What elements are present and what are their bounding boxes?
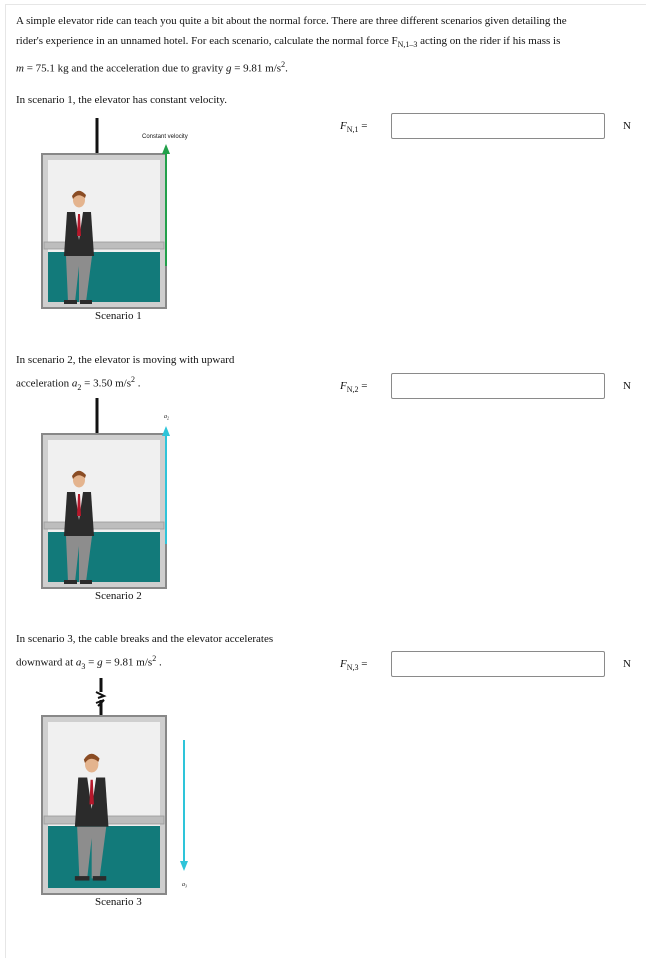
scenario-3-elevator-figure [40, 676, 210, 900]
scenario-3-caption: Scenario 3 [95, 896, 142, 908]
normal-force-1-unit: N [623, 120, 631, 132]
scenario-1-caption: Scenario 1 [95, 310, 142, 322]
velocity-arrow-label: Constant velocity [142, 134, 188, 140]
scenario-2-elevator-figure [40, 396, 210, 592]
scenario-1-elevator-figure [40, 116, 210, 312]
normal-force-2-unit: N [623, 380, 631, 392]
handrail [44, 522, 164, 529]
handrail [44, 242, 164, 249]
normal-force-3-label: $F_{N,3}$ = [340, 658, 368, 673]
problem-statement [16, 11, 626, 79]
intro-line-2: rider's experience in an unnamed hotel. For each scenario, calculate the normal force $F_{N,1-3}$ acting on the rider if his mass is [16, 35, 561, 50]
elevator-floor [48, 532, 160, 582]
normal-force-2-input[interactable] [391, 373, 605, 399]
acceleration-arrowhead [180, 861, 188, 871]
velocity-arrowhead [162, 144, 170, 154]
elevator-back-wall [48, 440, 160, 532]
acceleration-arrow-label: $a_3$ [182, 882, 187, 889]
elevator-back-wall [48, 160, 160, 252]
acceleration-arrow-label: $a_2$ [164, 414, 169, 421]
scenario-3-text: In scenario 3, the cable breaks and the elevator accelerates downward at $a_3 = g = 9.81$ $m/s^2$ . [16, 633, 274, 671]
normal-force-3-unit: N [623, 658, 631, 670]
normal-force-2-label: $F_{N,2}$ = [340, 380, 368, 395]
intro-line-3: m = 75.1 kg and the acceleration due to gravity g = 9.81 $m/s^2$. [16, 60, 288, 75]
normal-force-3-input[interactable] [391, 651, 605, 677]
intro-line-1: A simple elevator ride can teach you quite a bit about the normal force. There are three different scenarios given detailing the [16, 15, 567, 27]
acceleration-arrowhead [162, 426, 170, 436]
normal-force-1-input[interactable] [391, 113, 605, 139]
broken-cable [96, 678, 104, 716]
normal-force-1-label: $F_{N,1}$ = [340, 120, 368, 135]
scenario-2-text: In scenario 2, the elevator is moving with upward acceleration $a_2 = 3.50$ $m/s^2$ . [16, 354, 235, 392]
scenario-1-text: In scenario 1, the elevator has constant velocity. [16, 94, 227, 106]
elevator-floor [48, 252, 160, 302]
scenario-2-caption: Scenario 2 [95, 590, 142, 602]
